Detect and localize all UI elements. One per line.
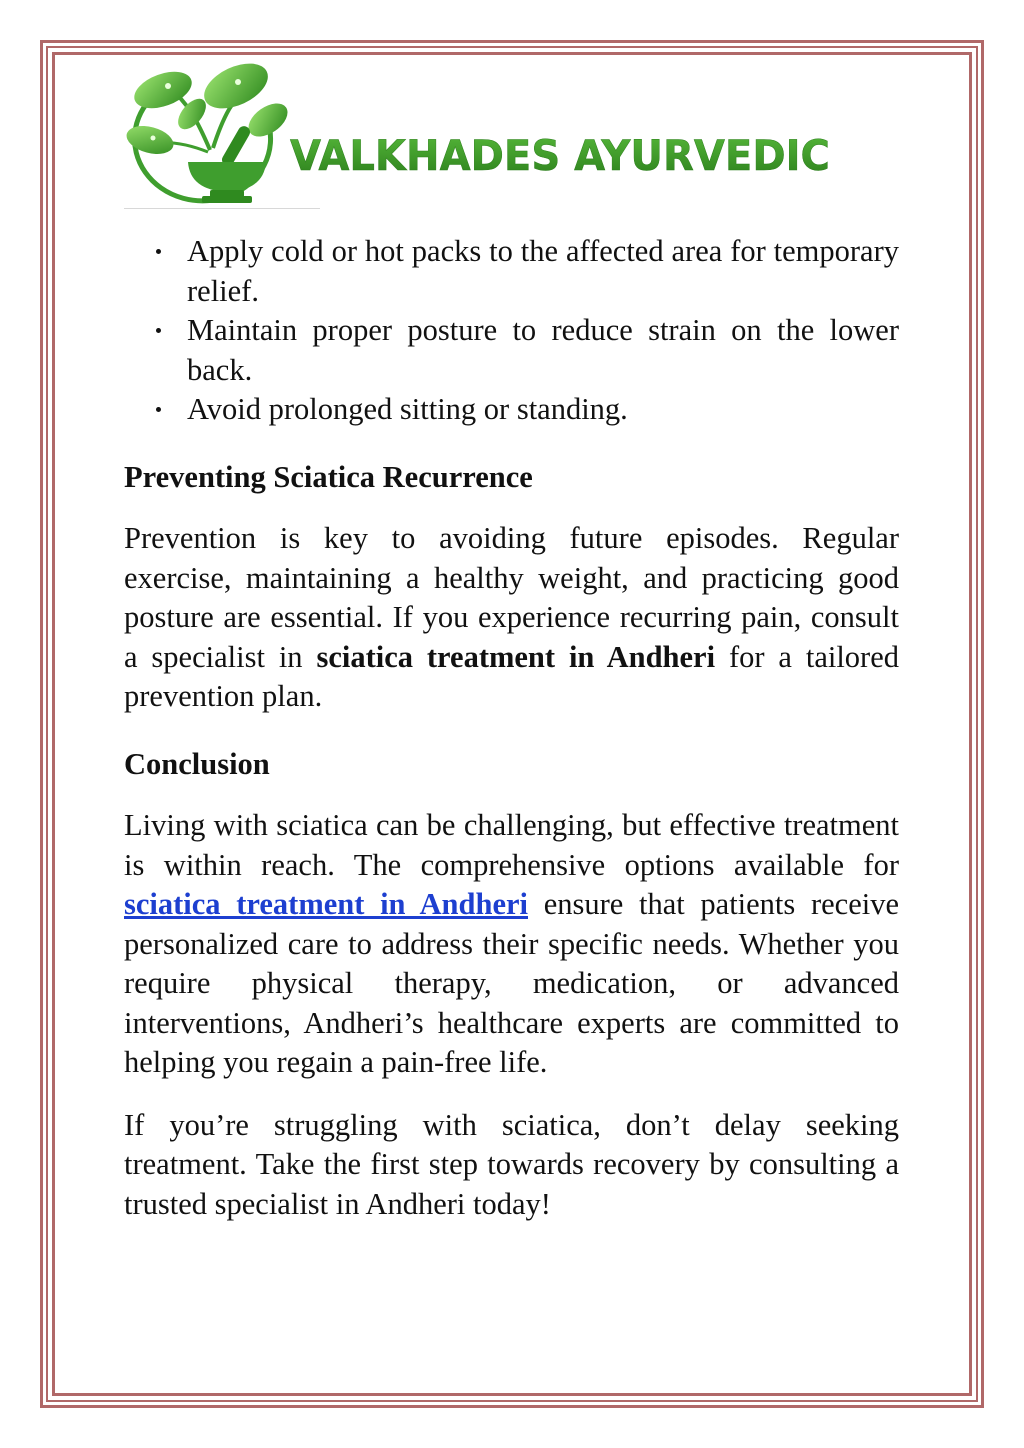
conclusion-heading: Conclusion bbox=[124, 746, 270, 781]
closing-paragraph: If you’re struggling with sciatica, don’t delay seeking treatment. Take the first step towards recovery by consulting a trusted specialist in Andheri today! bbox=[124, 1107, 899, 1221]
prevention-keyword: sciatica treatment in Andheri bbox=[316, 639, 716, 674]
brand-name: VALKHADES AYURVEDIC bbox=[290, 131, 830, 180]
brand-logo bbox=[118, 62, 838, 212]
bullet-icon bbox=[156, 328, 161, 333]
document-body bbox=[124, 232, 899, 1224]
logo-underline bbox=[124, 208, 320, 209]
list-item: Maintain proper posture to reduce strain on the lower back. bbox=[124, 311, 899, 390]
prevention-paragraph: Prevention is key to avoiding future episodes. Regular exercise, maintaining a healthy weight, and practicing good posture are essential. If you experience recurring pain, consult a specialist in sciatica treatment in Andheri for a tailored prevention plan. bbox=[124, 521, 899, 713]
prevention-heading: Preventing Sciatica Recurrence bbox=[124, 459, 533, 494]
sciatica-treatment-link[interactable]: sciatica treatment in Andheri bbox=[124, 887, 528, 921]
conclusion-paragraph: Living with sciatica can be challenging, but effective treatment is within reach. The comprehensive options available for sciatica treatment in Andheri ensure that patients receive personalized care to address their specific needs. Whether you require physical therapy, medication, or advanced interventions, Andheri’s healthcare experts are committed to helping you regain a pain-free life. bbox=[124, 808, 899, 1079]
tips-list bbox=[124, 232, 899, 430]
list-item: Avoid prolonged sitting or standing. bbox=[124, 390, 899, 430]
mortar-pestle-leaves-icon bbox=[123, 62, 293, 203]
bullet-icon bbox=[156, 407, 161, 412]
list-item: Apply cold or hot packs to the affected area for temporary relief. bbox=[124, 232, 899, 311]
bullet-icon bbox=[156, 249, 161, 254]
